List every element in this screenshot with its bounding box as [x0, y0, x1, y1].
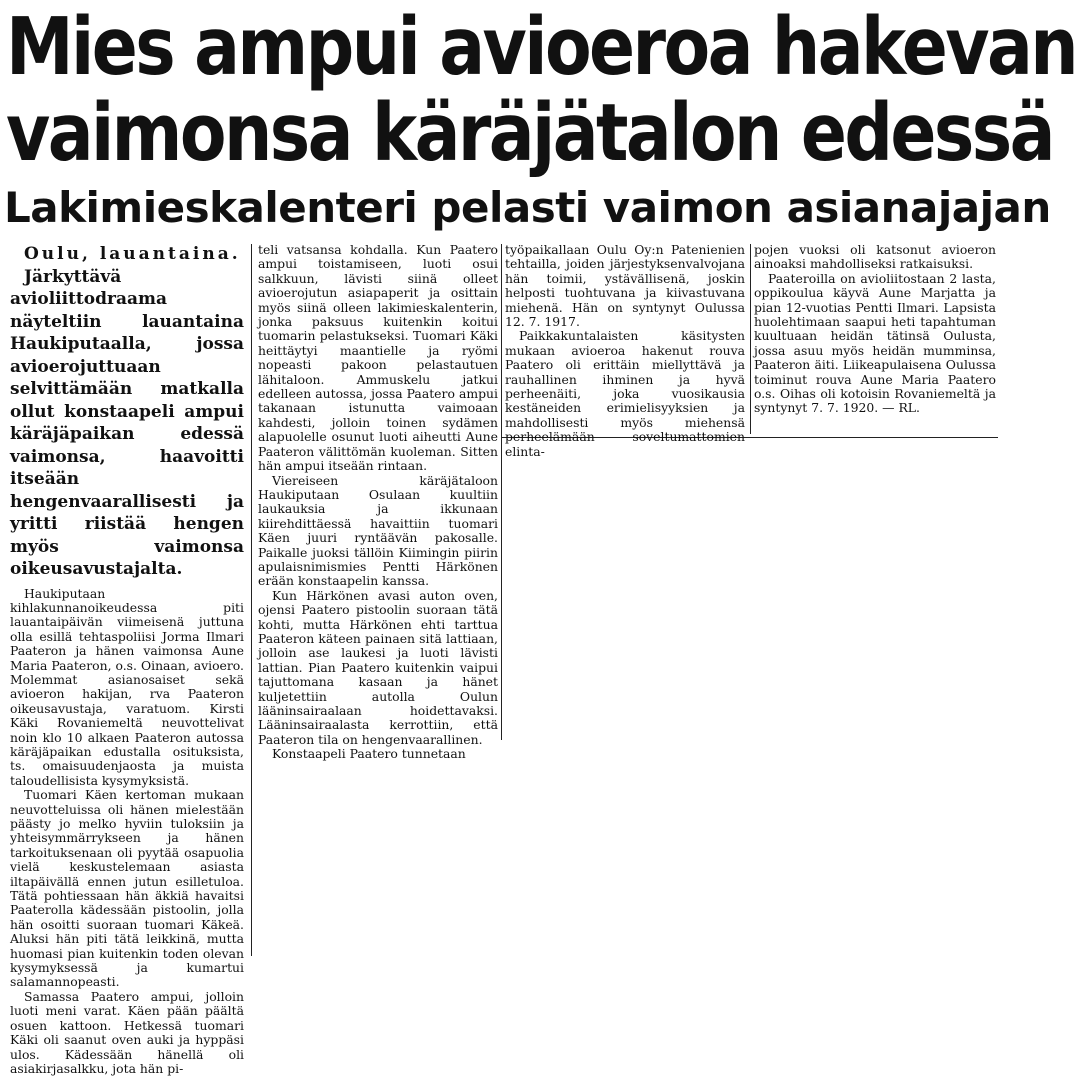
body-paragraph: teli vatsansa kohdalla. Kun Paatero ampui toistamiseen, luoti osui salkkuun, lävisti siinä olleet avioerojutun asiapaperit ja osittain myös siinä olleen lakimieskalenterin, jonka paksuus kuitenkin koitui tuomarin pelastukseksi. Tuomari Käki heittäytyi maantielle ja ryömi nopeasti pakoon pelastautuen lähitaloon. Ammuskelu jatkui edelleen autossa, jossa Paatero ampui takanaan istunutta vaimoaan kahdesti, jolloin toinen sydämen alapuolelle osunut luoti aiheutti Aune Paateron välittömän kuoleman. Sitten hän ampui itseään rintaan. [258, 242, 498, 474]
column-rule-2 [501, 244, 502, 740]
body-paragraph: Tuomari Käen kertoman mukaan neuvotteluissa oli hänen mielestään päästy jo melko hyviin tuloksiin ja yhteisymmärrykseen ja hänen tarkoituksenaan oli pyytää osapuolia vielä keskustelemaan asiasta iltapäivällä ennen jutun esilletuloa. Tätä pohtiessaan hän äkkiä havaitsi Paaterolla kädessään pistoolin, jolla hän osoitti suoraan tuomari Käkeä. Aluksi hän piti tätä leikkinä, mutta huomasi pian kuitenkin toden olevan kysymyksessä ja kumartui salamannopeasti. [10, 787, 244, 990]
body-paragraph: Haukiputaan kihlakunnanoikeudessa piti lauantaipäivän viimeisenä juttuna olla esillä tehtaspoliisi Jorma Ilmari Paateron ja hänen vaimonsa Aune Maria Paateron, o.s. Oinaan, avioero. Molemmat asianosaiset sekä avioeron hakijan, rva Paateron oikeusavustaja, varatuom. Kirsti Käki Rovaniemeltä neuvottelivat noin klo 10 alkaen Paateron autossa käräjäpaikan edustalla osituksista, ts. omaisuudenjaosta ja muista taloudellisista kysymyksistä. [10, 585, 244, 788]
body-paragraph: Paikkakuntalaisten käsitysten mukaan avioeroa hakenut rouva Paatero oli erittäin miellyttävä ja rauhallinen ihminen ja hyvä perheenäiti, joka vuosikausia kestäneiden erimielisyyksien ja mahdollisesti myös miehensä perheelämään soveltumattomien elinta- [505, 328, 745, 459]
headline-line-2: vaimonsa käräjätalon edessä [6, 87, 1053, 179]
body-paragraph: Konstaapeli Paatero tunnetaan [272, 746, 466, 762]
body-paragraph: Kun Härkönen avasi auton oven, ojensi Paatero pistoolin suoraan tätä kohti, mutta Härkönen ehti tarttua Paateron käteen painaen sitä lattiaan, jolloin ase laukesi ja luoti lävisti lattian. Pian Paatero kuitenkin vaipui tajuttomana kasaan ja hänet kuljetettiin autolla Oulun lääninsairaalaan hoidettavaksi. Lääninsairaalasta kerrottiin, että Paateron tila on hengenvaarallinen. [258, 587, 498, 747]
body-paragraph: Paateroilla on avioliitostaan 2 lasta, oppikoulua käyvä Aune Marjatta ja pian 12-vuotias Pentti Ilmari. Lapsista huolehtimaan saapui heti tapahtuman kuultuaan heidän tätinsä Oulusta, jossa asuu myös heidän mumminsa, Paateron äiti. Liikeapulaisena Oulussa toiminut rouva Aune Maria Paatero o.s. Oihas oli kotoisin Rovaniemeltä ja syntynyt 7. 7. 1920. — RL. [754, 270, 996, 416]
body-paragraph: Viereiseen käräjätaloon Haukiputaan Osulaan kuultiin laukauksia ja ikkunaan kiirehdittäessä havaittiin tuomari Käen juuri ryntäävän pakosalle. Paikalle juoksi tällöin Kiimingin piirin apulaisnimismies Pentti Härkönen erään konstaapelin kanssa. [258, 472, 498, 589]
article-column-2 [258, 242, 498, 762]
body-paragraph: työpaikallaan Oulu Oy:n Patenienien tehtailla, joiden järjestyksenvalvojana hän toimii, ystävällisenä, joskin helposti tuohtuvana ja kiivastuvana miehenä. Hän on syntynyt Oulussa 12. 7. 1917. [505, 242, 745, 330]
column-rule-1 [251, 244, 252, 956]
body-paragraph: pojen vuoksi oli katsonut avioeron ainoaksi mahdolliseksi ratkaisuksi. [754, 242, 996, 272]
article-column-4 [754, 243, 996, 463]
column-rule-3 [750, 244, 751, 434]
headline-line-1: Mies ampui avioeroa hakevan [6, 1, 1076, 93]
article-column-1 [10, 243, 244, 1076]
headline [6, 1, 1076, 179]
subheadline: Lakimieskalenteri pelasti vaimon asianajajan [4, 183, 1051, 232]
lead-text: Järkyttävä avioliittodraama näyteltiin lauantaina Haukiputaalla, jossa avioerojuttuaan selvittämään matkalla ollut konstaapeli ampui käräjäpaikan edessä vaimonsa, haavoitti itseään hengenvaarallisesti ja yritti riistää hengen myös vaimonsa oikeusavustajalta. [10, 266, 244, 579]
body-paragraph: Samassa Paatero ampui, jolloin luoti meni varat. Käen pään päältä osuen kattoon. Hetkessä tuomari Käki oli saanut oven auki ja hyppäsi ulos. Kädessään hänellä oli asiakirjasalkku, jota hän pi- [10, 988, 244, 1076]
article-column-3 [505, 242, 745, 459]
dateline: Oulu, lauantaina. [24, 244, 241, 264]
lead-paragraph [10, 243, 244, 581]
